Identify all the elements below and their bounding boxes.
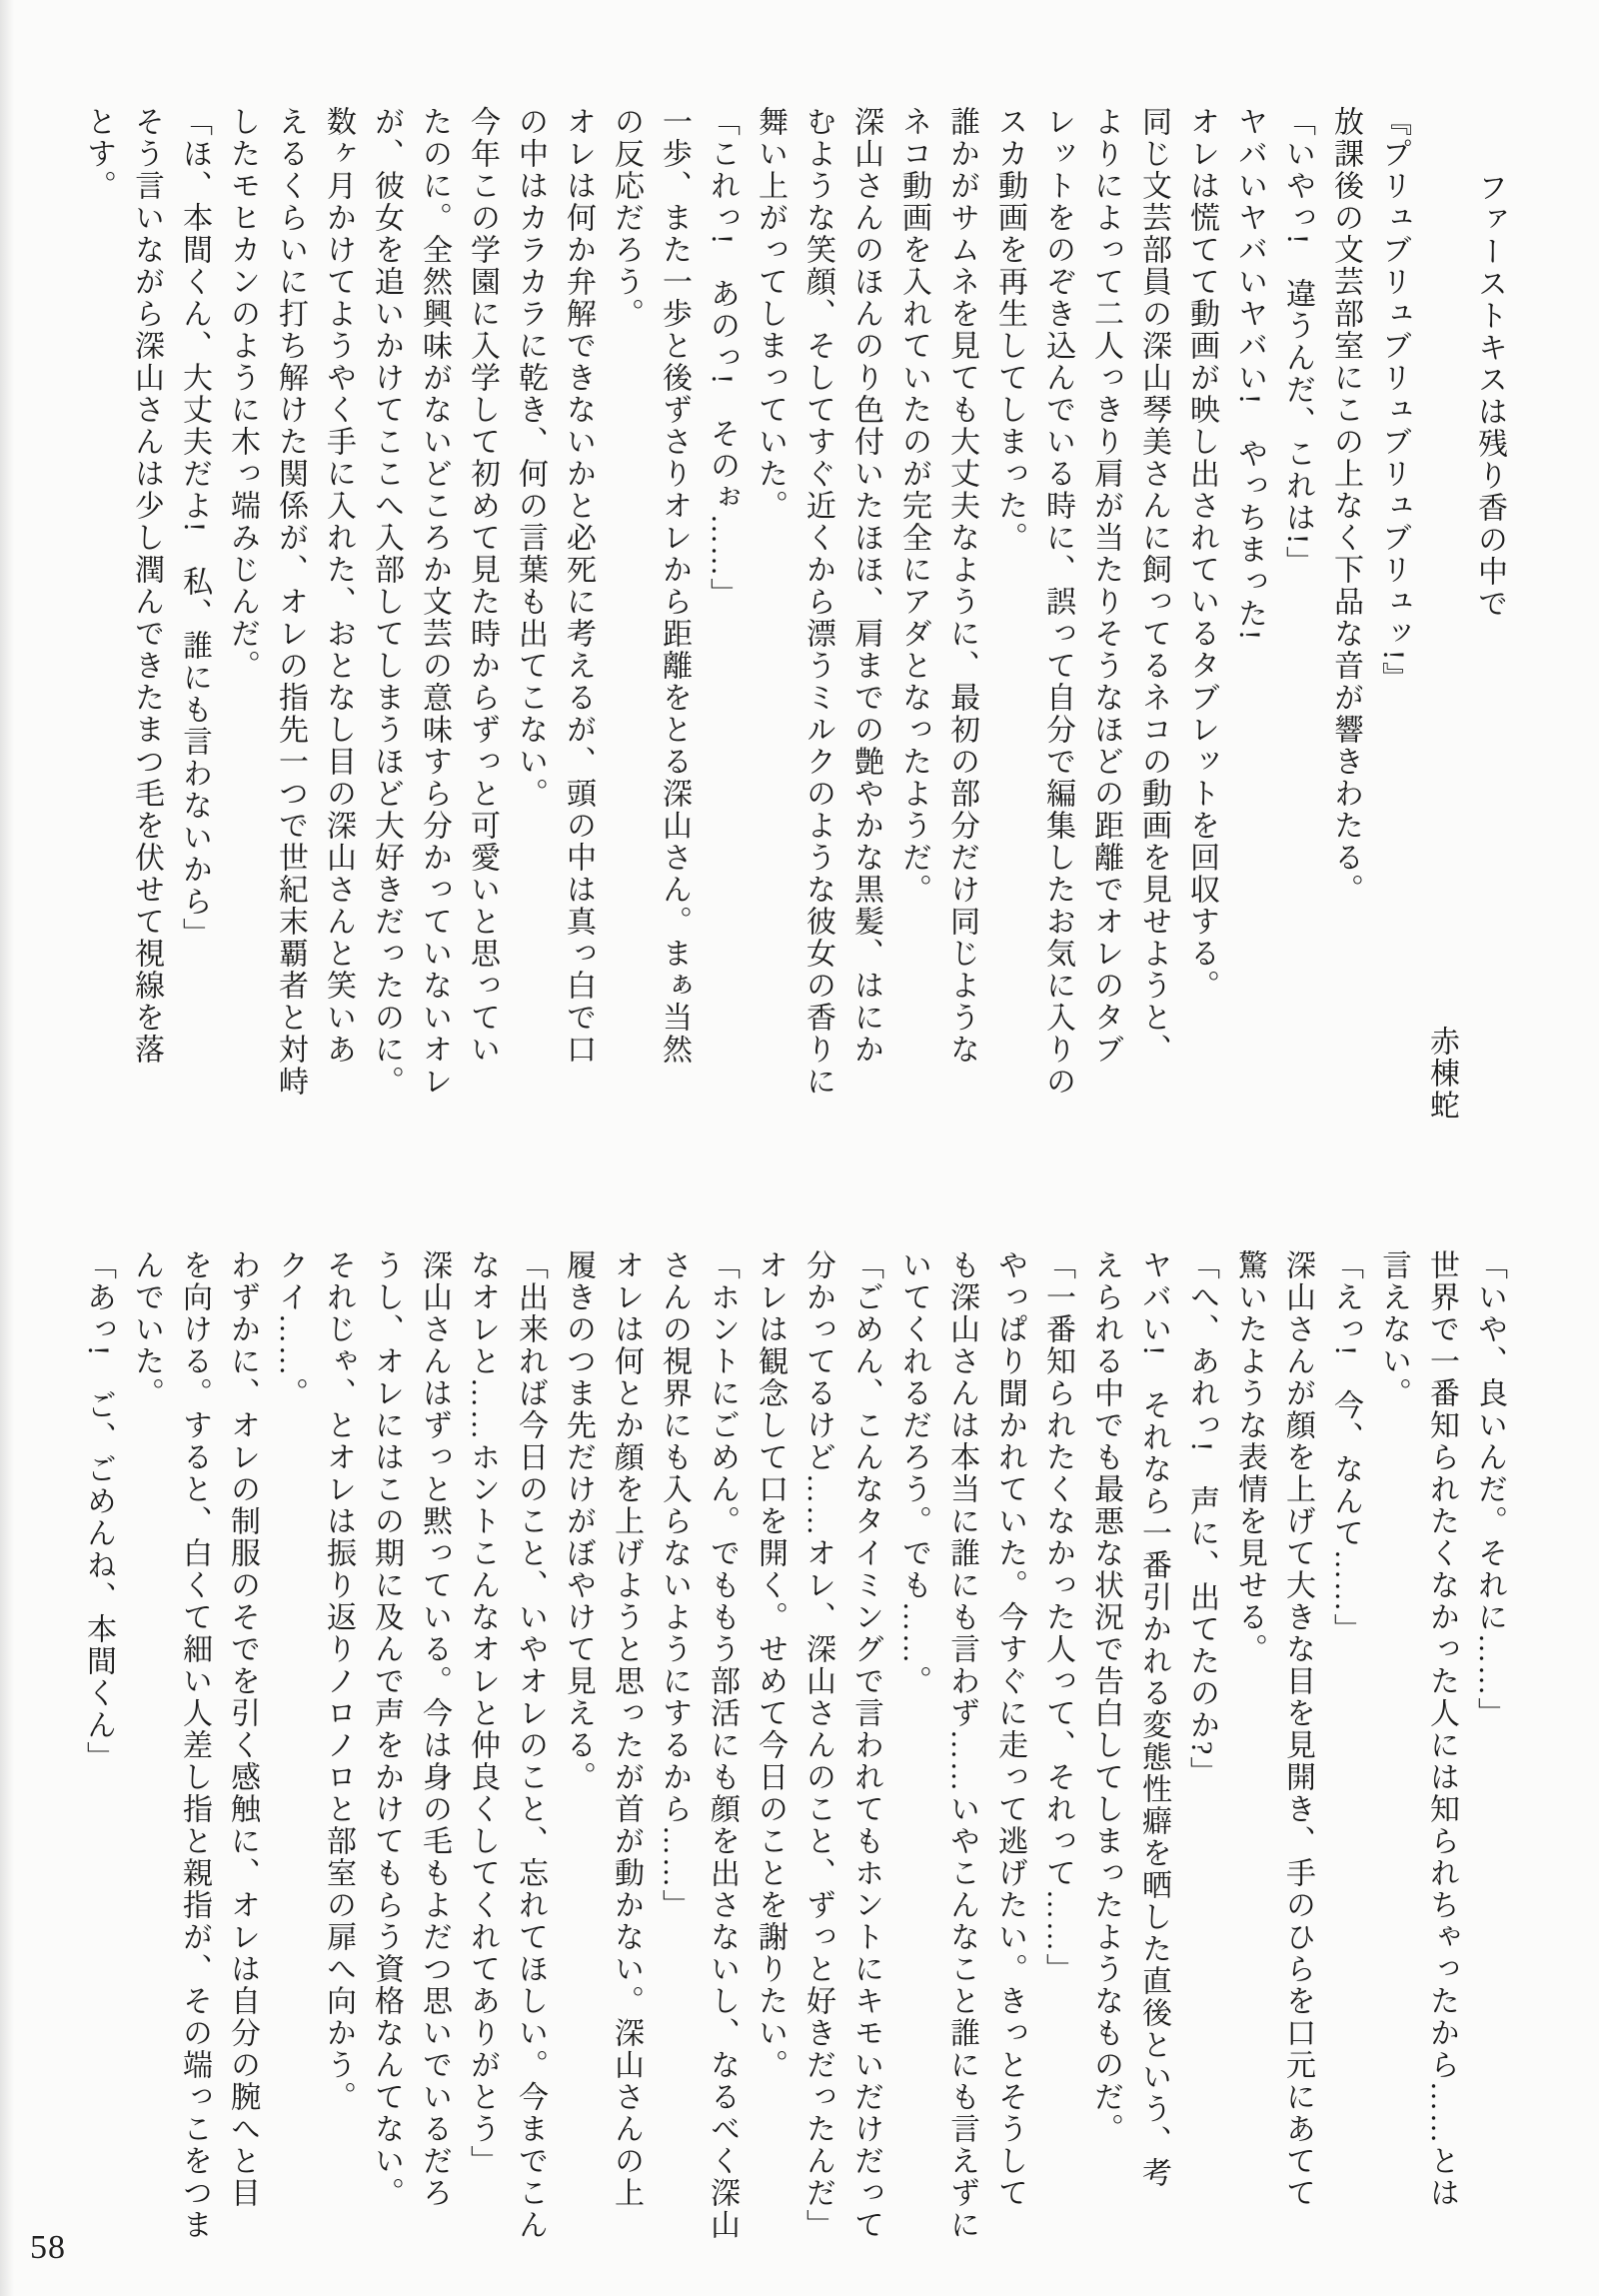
story-title: ファーストキスは残り香の中で [1473, 172, 1506, 620]
text-line: 「いやっ! 違うんだ、これは!」 [1281, 106, 1314, 578]
text-line: 世界で一番知られたくなかった人には知られちゃったから……とは [1425, 1249, 1458, 2209]
text-line: とす。 [82, 106, 115, 202]
story-top-block [74, 106, 1513, 1122]
text-line: レットをのぞき込んでいる時に、誤って自分で編集したお気に入りの [1041, 106, 1074, 1098]
text-line: たのに。全然興味がないどころか文芸の意味すら分かっていないオレ [418, 106, 451, 1098]
text-line: 数ヶ月かけてようやく手に入れた、おとなし目の深山さんと笑いあ [322, 106, 355, 1066]
text-line: スカ動画を再生してしまった。 [993, 106, 1026, 554]
text-line: 「へ、あれっ! 声に、出てたのか?」 [1185, 1249, 1218, 1789]
text-line: えるくらいに打ち解けた関係が、オレの指先一つで世紀末覇者と対峙 [274, 106, 307, 1098]
text-line: オレは慌てて動画が映し出されているタブレットを回収する。 [1185, 106, 1218, 1002]
text-line: 誰かがサムネを見ても大丈夫なように、最初の部分だけ同じような [945, 106, 978, 1066]
text-line: 「あっ! ご、ごめんね、本間くん」 [82, 1249, 115, 1773]
text-line: 「出来れば今日のこと、いやオレのこと、忘れてほしい。今までこん [514, 1249, 547, 2241]
text-line: クイ……。 [274, 1249, 307, 1409]
text-line: ヤバいヤバいヤバい! やっちまった! [1233, 106, 1266, 642]
text-line: いてくれるだろう。でも……。 [897, 1249, 930, 1697]
text-line: 「これっ! あのっ! そのぉ……」 [706, 106, 739, 610]
text-line: むような笑顔、そしてすぐ近くから漂うミルクのような彼女の香りに [801, 106, 834, 1098]
text-line: やっぱり聞かれていた。今すぐに走って逃げたい。きっとそうして [993, 1249, 1026, 2209]
text-line: わずかに、オレの制服のそでを引く感触に、オレは自分の腕へと目 [226, 1249, 259, 2209]
text-line: 「えっ! 今、なんて……」 [1329, 1249, 1362, 1645]
text-line: 「ホントにごめん。でももう部活にも顔を出さないし、なるべく深山 [706, 1249, 739, 2241]
text-line: 今年この学園に入学して初めて見た時からずっと可愛いと思ってい [466, 106, 499, 1066]
text-line: さんの視界にも入らないようにするから……」 [658, 1249, 691, 1921]
text-line: 深山さんのほんのり色付いたほほ、肩までの艶やかな黒髪、はにか [849, 106, 882, 1066]
text-line: 履きのつま先だけがぼやけて見える。 [562, 1249, 595, 1793]
page-number: 58 [30, 2229, 66, 2266]
text-line: 同じ文芸部員の深山琴美さんに飼ってるネコの動画を見せようと、 [1137, 106, 1170, 1066]
text-line: を向ける。すると、白くて細い人差し指と親指が、その端っこをつま [178, 1249, 211, 2241]
text-line: よりによって二人っきり肩が当たりそうなほどの距離でオレのタブ [1089, 106, 1122, 1066]
text-line: 深山さんが顔を上げて大きな目を見開き、手のひらを口元にあてて [1281, 1249, 1314, 2209]
story-bottom-block [74, 1249, 1513, 2259]
text-line: も深山さんは本当に誰にも言わず……いやこんなこと誰にも言えずに [945, 1249, 978, 2241]
text-line: 放課後の文芸部室にこの上なく下品な音が響きわたる。 [1329, 106, 1362, 906]
text-line: そう言いながら深山さんは少し潤んできたまつ毛を伏せて視線を落 [130, 106, 163, 1066]
story-author: 赤棟蛇 [1425, 1026, 1458, 1122]
text-line: オレは何か弁解できないかと必死に考えるが、頭の中は真っ白で口 [562, 106, 595, 1066]
text-line: うし、オレにはこの期に及んで声をかけてもらう資格なんてない。 [370, 1249, 403, 2209]
text-line: 「ほ、本間くん、大丈夫だよ! 私、誰にも言わないから」 [178, 106, 211, 950]
text-line: ネコ動画を入れていたのが完全にアダとなったようだ。 [897, 106, 930, 906]
text-line: 舞い上がってしまっていた。 [754, 106, 787, 522]
text-line: オレは観念して口を開く。せめて今日のことを謝りたい。 [754, 1249, 787, 2081]
text-line: の反応だろう。 [610, 106, 643, 330]
text-line: 『プリュブリュブリュブリュブリュッ!』 [1377, 106, 1410, 694]
text-line: 言えない。 [1377, 1249, 1410, 1409]
text-line: それじゃ、とオレは振り返りノロノロと部室の扉へ向かう。 [322, 1249, 355, 2113]
text-line: 一歩、また一歩と後ずさりオレから距離をとる深山さん。まぁ当然 [658, 106, 691, 1066]
text-line: ヤバい! それなら一番引かれる変態性癖を晒した直後という、考 [1137, 1249, 1170, 2189]
text-line: 驚いたような表情を見せる。 [1233, 1249, 1266, 1665]
text-line: が、彼女を追いかけてここへ入部してしまうほど大好きだったのに。 [370, 106, 403, 1098]
text-line: んでいた。 [130, 1249, 163, 1409]
text-line: なオレと……ホントこんなオレと仲良くしてくれてありがとう」 [466, 1249, 499, 2177]
text-line: したモヒカンのように木っ端みじんだ。 [226, 106, 259, 682]
text-line: 分かってるけど……オレ、深山さんのこと、ずっと好きだったんだ」 [801, 1249, 834, 2241]
text-line: 「一番知られたくなかった人って、それって……」 [1041, 1249, 1074, 1985]
text-line: えられる中でも最悪な状況で告白してしまったようなものだ。 [1089, 1249, 1122, 2145]
text-line: 深山さんはずっと黙っている。今は身の毛もよだつ思いでいるだろ [418, 1249, 451, 2209]
text-line: オレは何とか顔を上げようと思ったが首が動かない。深山さんの上 [610, 1249, 643, 2209]
text-line: の中はカラカラに乾き、何の言葉も出てこない。 [514, 106, 547, 810]
text-line: 「いや、良いんだ。それに……」 [1473, 1249, 1506, 1729]
text-line: 「ごめん、こんなタイミングで言われてもホントにキモいだけだって [849, 1249, 882, 2241]
